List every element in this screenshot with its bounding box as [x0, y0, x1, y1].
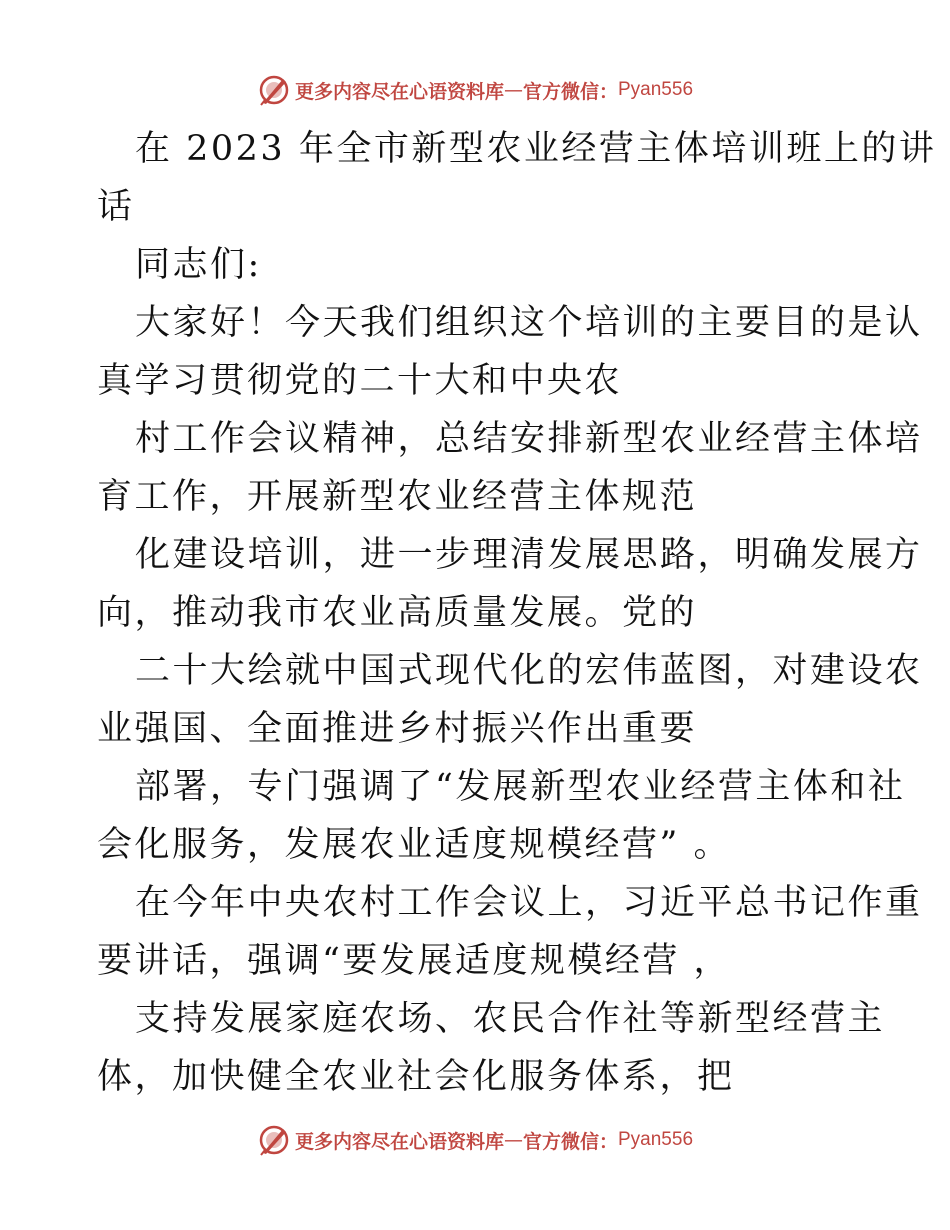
text-line: 支持发展家庭农场、农民合作社等新型经营主: [135, 999, 886, 1039]
text-line: 育工作，开展新型农业经营主体规范: [97, 477, 698, 517]
text-line: 在 2023 年全市新型农业经营主体培训班上的讲: [135, 129, 937, 169]
text-line: 在今年中央农村工作会议上，习近平总书记作重: [135, 883, 923, 923]
quill-logo-icon: [257, 73, 291, 107]
text-line: 大家好！今天我们组织这个培训的主要目的是认: [135, 303, 923, 343]
banner-wechat-id: Pyan556: [618, 1129, 694, 1150]
text-line: 真学习贯彻党的二十大和中央农: [97, 361, 623, 401]
document-body: [97, 120, 937, 1106]
text-line: 二十大绘就中国式现代化的宏伟蓝图，对建设农: [135, 651, 923, 691]
banner-wechat-id: Pyan556: [618, 79, 694, 100]
banner-slogan: 更多内容尽在心语资料库: [294, 80, 504, 103]
quill-logo-icon: [257, 1123, 291, 1157]
banner-dash: —: [503, 1129, 523, 1151]
text-line: 部署，专门强调了“发展新型农业经营主体和社: [135, 767, 906, 807]
banner-wechat-label: 官方微信：: [522, 80, 618, 103]
banner-wechat-label: 官方微信：: [522, 1130, 618, 1153]
text-line: 化建设培训，进一步理清发展思路，明确发展方: [135, 535, 923, 575]
text-line: 体，加快健全农业社会化服务体系，把: [97, 1057, 735, 1097]
text-line: 要讲话，强调“要发展适度规模经营 ，: [97, 941, 732, 981]
banner-slogan: 更多内容尽在心语资料库: [294, 1130, 504, 1153]
text-line: 业强国、全面推进乡村振兴作出重要: [97, 709, 698, 749]
footer-watermark-banner: [0, 1122, 950, 1158]
text-line: 同志们:: [135, 245, 262, 285]
text-line: 向，推动我市农业高质量发展。党的: [97, 593, 698, 633]
banner-dash: —: [503, 79, 523, 101]
header-watermark-banner: [0, 72, 950, 108]
text-line: 村工作会议精神，总结安排新型农业经营主体培: [135, 419, 923, 459]
text-line: 话: [97, 187, 135, 227]
text-line: 会化服务，发展农业适度规模经营” 。: [97, 825, 732, 865]
